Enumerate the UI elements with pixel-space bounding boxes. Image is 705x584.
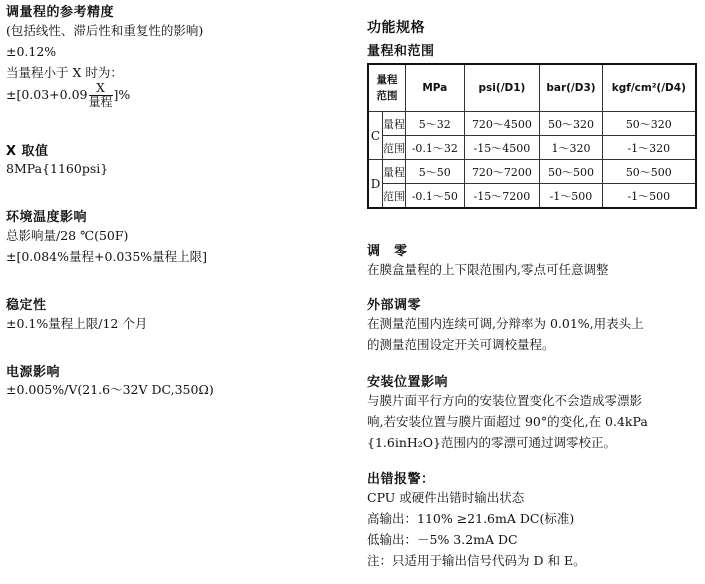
range-table: [367, 63, 697, 209]
table-cell: 5～50: [406, 160, 465, 184]
table-cell: -0.1～32: [406, 136, 465, 160]
formula-numerator: X: [89, 82, 113, 96]
table-cell: 1～320: [540, 136, 602, 160]
x-value-text: 8MPa{1160psi}: [6, 161, 109, 176]
mounting-position-line1: 与膜片面平行方向的安装位置变化不会造成零漂影: [367, 393, 643, 408]
functional-spec-heading: 功能规格: [367, 20, 425, 36]
ambient-temperature-heading: 环境温度影响: [6, 210, 88, 225]
table-cell: 50～320: [602, 112, 696, 136]
external-zero-line1: 在测量范围内连续可调,分辩率为 0.01%,用表头上: [367, 316, 644, 331]
formula-denominator: 量程: [88, 95, 113, 109]
stability-text: ±0.1%量程上限/12 个月: [6, 316, 148, 331]
mounting-position-line2: 响,若安装位置与膜片面超过 90°的变化,在 0.4kPa: [367, 414, 648, 429]
table-cell: 50～500: [602, 160, 696, 184]
table-row: [368, 136, 696, 160]
table-cell: -1～500: [602, 184, 696, 209]
table-cell: 5～32: [406, 112, 465, 136]
table-cell: 720～7200: [464, 160, 540, 184]
table-cell: -15～4500: [464, 136, 540, 160]
reference-accuracy-heading: 调量程的参考精度: [6, 5, 115, 20]
ambient-temperature-line1: 总影响量/28 ℃(50F): [6, 228, 129, 243]
corner-bottom-label: 范围: [376, 90, 398, 102]
error-alarm-heading: 出错报警：: [367, 472, 435, 487]
table-row: [368, 160, 696, 184]
reference-accuracy-formula: [6, 82, 130, 109]
table-cell: -1～320: [602, 136, 696, 160]
table-cell: 720～4500: [464, 112, 540, 136]
reference-accuracy-condition: 当量程小于 X 时为：: [6, 65, 123, 80]
ambient-temperature-line2: ±[0.084%量程+0.035%量程上限]: [6, 249, 208, 264]
error-alarm-line4: 注：只适用于输出信号代码为 D 和 E。: [367, 553, 586, 568]
table-cell: 50～320: [540, 112, 602, 136]
table-corner-cell: [368, 64, 406, 112]
header-mpa: MPa: [406, 64, 465, 112]
table-cell: -15～7200: [464, 184, 540, 209]
header-bar: bar(/D3): [540, 64, 602, 112]
error-alarm-line2: 高输出：110% ≥21.6mA DC(标准): [367, 511, 575, 526]
corner-top-label: 量程: [376, 74, 398, 86]
power-supply-text: ±0.005%/V(21.6～32V DC,350Ω): [6, 382, 214, 397]
mounting-position-line3: {1.6inH₂O}范围内的零漂可通过调零校正。: [367, 435, 616, 450]
table-row: [368, 184, 696, 209]
stability-heading: 稳定性: [6, 298, 47, 313]
group-code-d: D: [368, 160, 383, 209]
error-alarm-line1: CPU 或硬件出错时输出状态: [367, 490, 525, 505]
range-heading: 量程和范围: [367, 44, 435, 59]
table-cell: -0.1～50: [406, 184, 465, 209]
header-kgf: kgf/cm²(/D4): [602, 64, 696, 112]
external-zero-heading: 外部调零: [367, 298, 422, 313]
table-row: [368, 112, 696, 136]
header-psi: psi(/D1): [464, 64, 540, 112]
row-label: 范围: [383, 184, 406, 209]
row-label: 量程: [383, 112, 406, 136]
external-zero-line2: 的测量范围设定开关可调校量程。: [367, 337, 555, 352]
group-code-c: C: [368, 112, 383, 160]
mounting-position-heading: 安装位置影响: [367, 375, 449, 390]
reference-accuracy-value: ±0.12%: [6, 44, 57, 59]
formula-prefix: ±[0.03+0.09: [6, 87, 88, 102]
table-header-row: [368, 64, 696, 112]
power-supply-heading: 电源影响: [6, 365, 61, 380]
table-cell: -1～500: [540, 184, 602, 209]
zero-adjust-heading: 调 零: [367, 244, 408, 259]
row-label: 量程: [383, 160, 406, 184]
zero-adjust-text: 在膜盒量程的上下限范围内,零点可任意调整: [367, 262, 609, 277]
x-value-heading: X 取值: [6, 144, 49, 159]
reference-accuracy-note: (包括线性、滞后性和重复性的影响): [6, 23, 204, 38]
formula-suffix: ]%: [113, 87, 131, 102]
row-label: 范围: [383, 136, 406, 160]
formula-fraction: [89, 82, 113, 109]
error-alarm-line3: 低输出：－5% 3.2mA DC: [367, 532, 518, 547]
table-cell: 50～500: [540, 160, 602, 184]
